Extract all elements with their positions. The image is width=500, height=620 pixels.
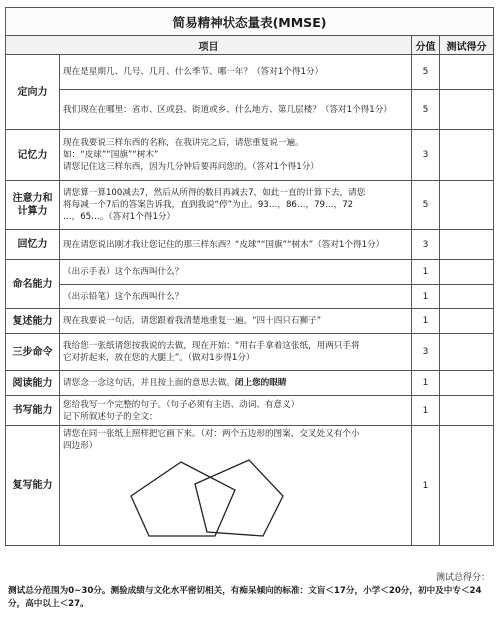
table-row bbox=[6, 90, 494, 130]
score-repetition: 1 bbox=[412, 309, 440, 334]
category-naming: 命名能力 bbox=[6, 260, 60, 309]
item-orientation-time: 现在是星期几、几号、几月、什么季节、哪一年？（答对1个得1分） bbox=[60, 55, 412, 90]
result-orientation-time[interactable] bbox=[440, 55, 494, 90]
table-row bbox=[6, 260, 494, 285]
table-row bbox=[6, 285, 494, 309]
category-repetition: 复述能力 bbox=[6, 309, 60, 334]
item-reading bbox=[60, 371, 412, 396]
score-reading: 1 bbox=[412, 371, 440, 396]
memory-line-2: 如：“皮球”“国旗”“树木” bbox=[63, 150, 159, 160]
table-row bbox=[6, 426, 494, 546]
attention-label-2: 计算力 bbox=[17, 206, 48, 217]
score-orientation-time: 5 bbox=[412, 55, 440, 90]
score-writing: 1 bbox=[412, 396, 440, 426]
result-orientation-place[interactable] bbox=[440, 90, 494, 130]
result-copying[interactable] bbox=[440, 426, 494, 546]
pentagon-right bbox=[195, 460, 283, 536]
score-recall: 3 bbox=[412, 230, 440, 260]
mmse-sheet bbox=[5, 7, 493, 546]
score-memory: 3 bbox=[412, 130, 440, 181]
score-naming-pencil: 1 bbox=[412, 285, 440, 309]
item-naming-watch: （出示手表）这个东西叫什么？ bbox=[60, 260, 412, 285]
table-row bbox=[6, 396, 494, 426]
category-three-step: 三步命令 bbox=[6, 334, 60, 371]
attention-line-2: 将每减一个7后的答案告诉我，直到我说“停”为止。93…，86…，79…，72 bbox=[63, 200, 354, 210]
table-row bbox=[6, 181, 494, 230]
mmse-table bbox=[5, 7, 494, 546]
item-orientation-place: 我们现在在哪里：省市、区或县、街道或乡、什么地方、第几层楼？（答对1个得1分） bbox=[60, 90, 412, 130]
memory-line-1: 现在我要说三样东西的名称，在我讲完之后，请您重复说一遍。 bbox=[63, 138, 304, 148]
table-row bbox=[6, 230, 494, 260]
copying-line-1: 请您在同一张纸上照样把它画下来。（对：两个五边形的图案，交叉处又有个小 bbox=[63, 429, 360, 439]
table-row bbox=[6, 55, 494, 90]
item-memory bbox=[60, 130, 412, 181]
item-copying bbox=[60, 426, 412, 546]
result-three-step[interactable] bbox=[440, 334, 494, 371]
result-naming-watch[interactable] bbox=[440, 260, 494, 285]
result-naming-pencil[interactable] bbox=[440, 285, 494, 309]
result-writing[interactable] bbox=[440, 396, 494, 426]
reading-instruction: 闭上您的眼睛 bbox=[234, 378, 287, 388]
category-orientation: 定向力 bbox=[6, 55, 60, 130]
three-step-line-2: 它对折起来，放在您的大腿上”。（做对1步得1分） bbox=[63, 353, 255, 363]
table-row bbox=[6, 334, 494, 371]
attention-line-3: …，65…。（答对1个得1分） bbox=[63, 212, 176, 222]
result-reading[interactable] bbox=[440, 371, 494, 396]
writing-line-1: 您给我写一个完整的句子。（句子必须有主语、动词、有意义） bbox=[63, 399, 300, 410]
table-row bbox=[6, 309, 494, 334]
item-recall: 现在请您说出刚才我让您记住的那三样东西？“皮球”“国旗”“树木”（答对1个得1分） bbox=[60, 230, 412, 260]
reading-text: 请您念一念这句话，并且按上面的意思去做。 bbox=[63, 378, 235, 388]
scoring-note: 测试总分范围为0~30分。测验成绩与文化水平密切相关，有痴呆倾向的标准：文盲＜17分，小学＜20分，初中及中专＜24分，高中以上＜27。 bbox=[8, 586, 482, 609]
item-repetition: 现在我要说一句话，请您跟着我清楚地重复一遍。“四十四只石狮子” bbox=[60, 309, 412, 334]
header-item: 项目 bbox=[6, 36, 412, 55]
result-memory[interactable] bbox=[440, 130, 494, 181]
header-score: 分值 bbox=[412, 36, 440, 55]
score-orientation-place: 5 bbox=[412, 90, 440, 130]
score-naming-watch: 1 bbox=[412, 260, 440, 285]
category-writing: 书写能力 bbox=[6, 396, 60, 426]
result-repetition[interactable] bbox=[440, 309, 494, 334]
item-attention bbox=[60, 181, 412, 230]
score-three-step: 3 bbox=[412, 334, 440, 371]
category-copying: 复写能力 bbox=[6, 426, 60, 546]
attention-line-1: 请您算一算100减去7，然后从所得的数目再减去7，如此一直的计算下去，请您 bbox=[63, 188, 366, 198]
title-row bbox=[6, 8, 494, 36]
intersecting-pentagons-figure bbox=[123, 454, 293, 538]
total-score-label: 测试总得分： bbox=[435, 573, 490, 583]
three-step-line-1: 我给您一张纸请您按我说的去做，现在开始：“用右手拿着这张纸，用两只手将 bbox=[63, 341, 360, 351]
table-row bbox=[6, 371, 494, 396]
item-writing bbox=[60, 396, 412, 426]
header-row bbox=[6, 36, 494, 55]
writing-line-2: 记下所叙述句子的全文： bbox=[63, 411, 158, 422]
category-reading: 阅读能力 bbox=[6, 371, 60, 396]
score-attention: 5 bbox=[412, 181, 440, 230]
item-three-step bbox=[60, 334, 412, 371]
memory-line-3: 请您记住这三样东西，因为几分钟后要再问您的。（答对1个得1分） bbox=[63, 162, 319, 172]
category-attention bbox=[6, 181, 60, 230]
result-attention[interactable] bbox=[440, 181, 494, 230]
table-row bbox=[6, 130, 494, 181]
category-memory: 记忆力 bbox=[6, 130, 60, 181]
attention-label-1: 注意力和 bbox=[12, 193, 53, 204]
score-copying: 1 bbox=[412, 426, 440, 546]
category-recall: 回忆力 bbox=[6, 230, 60, 260]
result-recall[interactable] bbox=[440, 230, 494, 260]
header-result: 测试得分 bbox=[440, 36, 494, 55]
table-title: 简易精神状态量表(MMSE) bbox=[6, 8, 494, 36]
item-naming-pencil: （出示铅笔）这个东西叫什么？ bbox=[60, 285, 412, 309]
copying-line-2: 四边形） bbox=[63, 441, 98, 451]
